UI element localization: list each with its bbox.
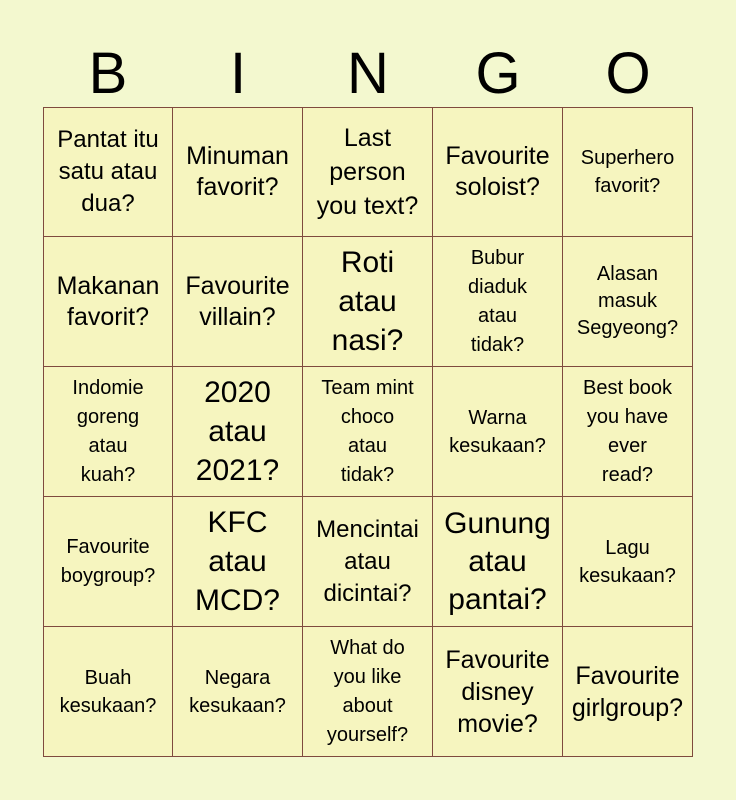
bingo-cell-r1c2[interactable] [173,107,303,237]
bingo-cell-r2c2[interactable] [173,237,303,367]
cell-text: Lagu kesukaan? [579,536,676,587]
cell-text: Pantat itu satu atau dua? [57,126,159,217]
bingo-cell-r5c2[interactable] [173,627,303,757]
bingo-cell-r1c3[interactable] [303,107,433,237]
bingo-cell-r5c3[interactable] [303,627,433,757]
bingo-cell-r2c5[interactable] [563,237,693,367]
cell-text: KFC atau MCD? [194,506,280,617]
cell-text: Favourite disney movie? [445,645,550,738]
bingo-cell-r4c2[interactable] [173,497,303,627]
bingo-cell-r1c5[interactable] [563,107,693,237]
cell-text: Last person you text? [316,124,419,220]
cell-text: Roti atau nasi? [331,246,404,357]
cell-text: Favourite girlgroup? [571,661,684,722]
cell-text: Mencintai atau dicintai? [316,515,419,607]
bingo-cell-r4c5[interactable] [563,497,693,627]
cell-text: Team mint choco atau tidak? [321,376,414,486]
cell-text: Favourite boygroup? [60,535,156,587]
cell-text: Favourite soloist? [445,142,550,201]
bingo-cell-r2c3[interactable] [303,237,433,367]
bingo-board [43,107,693,757]
cell-text: Indomie goreng atau kuah? [72,376,144,486]
bingo-cell-r2c1[interactable] [43,237,173,367]
bingo-cell-r2c4[interactable] [433,237,563,367]
cell-text: Alasan masuk Segyeong? [576,263,679,339]
header-letter-b: B [88,41,128,106]
bingo-cell-r4c1[interactable] [43,497,173,627]
header-letter-g: G [475,41,521,106]
cell-text: Minuman favorit? [186,142,289,201]
bingo-cell-r3c5[interactable] [563,367,693,497]
bingo-cell-r5c4[interactable] [433,627,563,757]
bingo-cell-r3c1[interactable] [43,367,173,497]
bingo-cell-r5c1[interactable] [43,627,173,757]
bingo-header [43,40,693,108]
bingo-cell-r3c3[interactable] [303,367,433,497]
header-letter-i: I [229,41,247,106]
cell-text: Buah kesukaan? [59,666,157,717]
bingo-cell-r4c3[interactable] [303,497,433,627]
bingo-cell-r4c4[interactable] [433,497,563,627]
header-letter-n: N [347,41,389,106]
bingo-cell-r1c4[interactable] [433,107,563,237]
cell-text: Makanan favorit? [56,271,160,331]
cell-text: Warna kesukaan? [449,406,546,457]
cell-text: Superhero favorit? [580,147,675,197]
cell-text: Bubur diaduk atau tidak? [468,246,527,356]
cell-text: Gunung atau pantai? [444,506,551,616]
cell-text: Favourite villain? [185,271,290,331]
bingo-cell-r3c4[interactable] [433,367,563,497]
header-letter-o: O [605,41,651,106]
cell-text: Negara kesukaan? [189,666,286,717]
cell-text: 2020 atau 2021? [195,376,280,487]
cell-text: What do you like about yourself? [326,636,409,746]
cell-text: Best book you have ever read? [583,376,672,486]
bingo-cell-r5c5[interactable] [563,627,693,757]
bingo-cell-r3c2[interactable] [173,367,303,497]
bingo-cell-r1c1[interactable] [43,107,173,237]
